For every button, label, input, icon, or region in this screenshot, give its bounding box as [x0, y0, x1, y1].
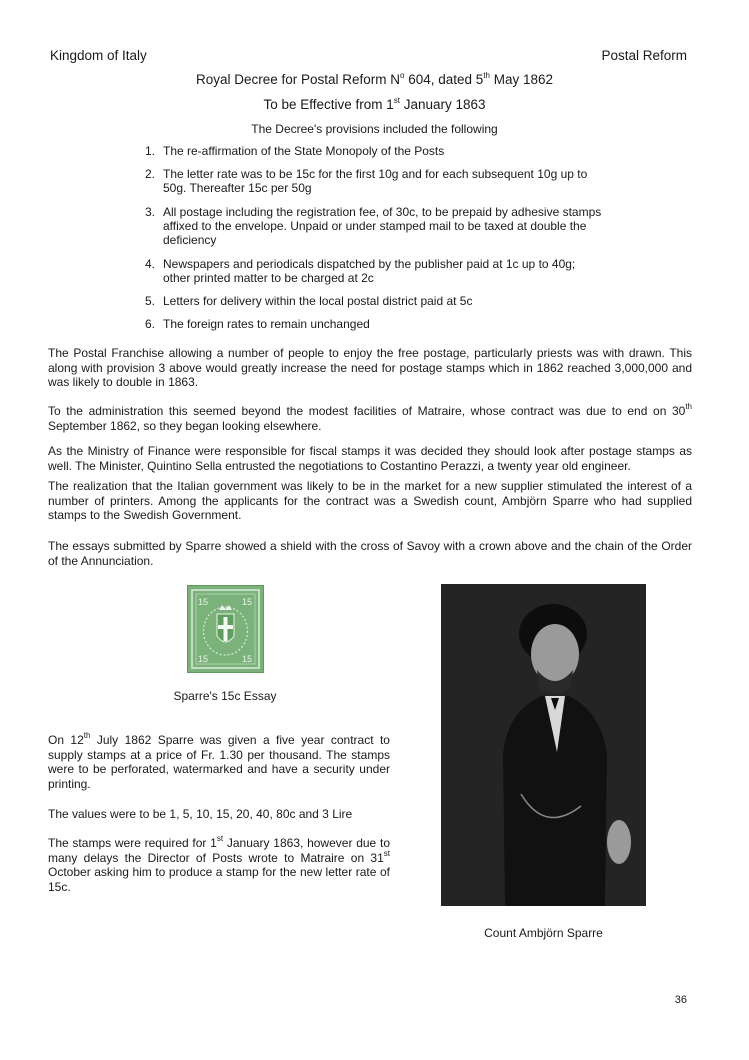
header-left: Kingdom of Italy [50, 48, 147, 63]
portrait-caption: Count Ambjörn Sparre [484, 926, 603, 940]
essay-stamp-image [187, 585, 264, 673]
paragraph-essays: The essays submitted by Sparre showed a shield with the cross of Savoy with a crown above and the chain of the Order of the Annunciation. [48, 539, 692, 568]
stamp-artwork [188, 586, 263, 672]
header-right: Postal Reform [601, 48, 687, 63]
provisions-intro: The Decree's provisions included the following [251, 122, 498, 136]
svg-text:15: 15 [242, 654, 253, 664]
svg-text:15: 15 [242, 597, 253, 607]
paragraph-values: The values were to be 1, 5, 10, 15, 20, 40, 80c and 3 Lire [48, 807, 353, 821]
paragraph-franchise: The Postal Franchise allowing a number of people to enjoy the free postage, particularly priests was with drawn. This along with provision 3 above would greatly increase the need for postage stamps which in 1862 reached 3,000,000 and was likely to double in 1863. [48, 346, 692, 389]
svg-text:15: 15 [198, 654, 209, 664]
paragraph-realization: The realization that the Italian government was likely to be in the market for a new supplier stimulated the interest of a number of printers. Among the applicants for the contract was a Swedish count, Ambjörn Sparre who had supplied stamps to the Swedish Government. [48, 479, 692, 522]
stamp-caption: Sparre's 15c Essay [173, 689, 277, 703]
paragraph-administration: To the administration this seemed beyond the modest facilities of Matraire, whose contract was due to end on 30th September 1862, so they began looking elsewhere. [48, 402, 692, 433]
paragraph-ministry: As the Ministry of Finance were responsible for fiscal stamps it was decided they should look after postage stamps as well. The Minister, Quintino Sella entrusted the negotiations to Costantino Perazzi, a twenty year old engineer. [48, 444, 692, 473]
effective-date: To be Effective from 1st January 1863 [263, 95, 486, 112]
decree-title: Royal Decree for Postal Reform $N^o$ 604, dated 5th May 1862 [195, 70, 554, 87]
portrait-silhouette [441, 584, 646, 906]
portrait-photo [441, 584, 646, 906]
svg-text:15: 15 [198, 597, 209, 607]
page-number: 36 [674, 994, 687, 1006]
paragraph-delays: The stamps were required for 1st January 1863, however due to many delays the Director of Posts wrote to Matraire on 31st October asking him to produce a stamp for the new letter rate of 15c. [48, 834, 390, 894]
paragraph-contract: On 12th July 1862 Sparre was given a five year contract to supply stamps at a price of Fr. 1.30 per thousand. The stamps were to be perforated, watermarked and have a security under printing. [48, 731, 390, 791]
